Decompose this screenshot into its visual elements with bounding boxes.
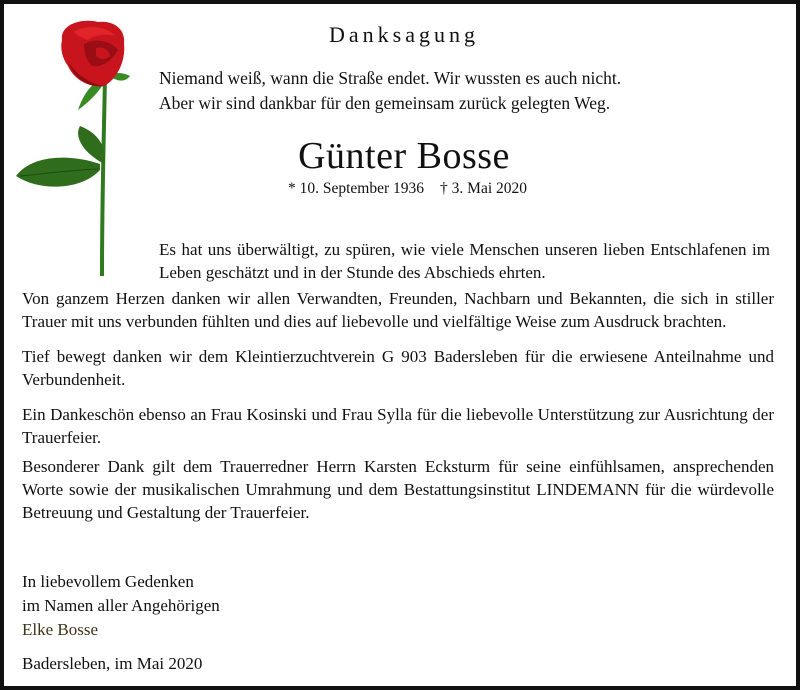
closing-line: In liebevollem Gedenken (22, 572, 194, 591)
opening-quote (159, 66, 621, 116)
closing-block (22, 570, 220, 642)
quote-line: Niemand weiß, wann die Straße endet. Wir wussten es auch nicht. (159, 68, 622, 88)
thanks-body (22, 287, 774, 536)
life-dates (288, 180, 527, 198)
closing-line: im Namen aller Angehörigen (22, 596, 220, 615)
heading-text: Danksagung (329, 22, 479, 47)
place-and-date: Badersleben, im Mai 2020 (22, 654, 203, 673)
deceased-name (4, 134, 800, 178)
birth-date: * 10. September 1936 (288, 180, 425, 197)
signer-name: Elke Bosse (22, 620, 99, 639)
thanks-paragraph: Besonderer Dank gilt dem Trauerredner Herrn Karsten Ecksturm für seine einfühlsamen, ansprechenden Worte sowie der musikalischen Umrahmung und dem Bestattungsinstitut LINDEMANN für die würdevolle Betreuung und Gestaltung der Trauerfeier. (22, 457, 774, 522)
intro-paragraph: Es hat uns überwältigt, zu spüren, wie viele Menschen unseren lieben Entschlafenen im Leben geschätzt und in der Stunde des Abschieds ehrten. (159, 240, 770, 282)
deceased-name-text: Günter Bosse (298, 135, 510, 177)
thanks-paragraph: Tief bewegt danken wir dem Kleintierzuchtverein G 903 Badersleben für die erwiesene Anteilnahme und Verbundenheit. (22, 347, 774, 389)
death-date: † 3. Mai 2020 (440, 180, 528, 197)
thanks-paragraph: Ein Dankeschön ebenso an Frau Kosinski und Frau Sylla für die liebevolle Unterstützung zur Ausrichtung der Trauerfeier. (22, 405, 774, 447)
thanks-paragraph: Von ganzem Herzen danken wir allen Verwandten, Freunden, Nachbarn und Bekannten, die sich in stiller Trauer mit uns verbunden fühlten und dies auf liebevolle und vielfältige Weise zum Ausdruck brachten. (22, 289, 774, 331)
quote-line: Aber wir sind dankbar für den gemeinsam zurück gelegten Weg. (159, 93, 611, 113)
notice-heading (4, 22, 800, 48)
